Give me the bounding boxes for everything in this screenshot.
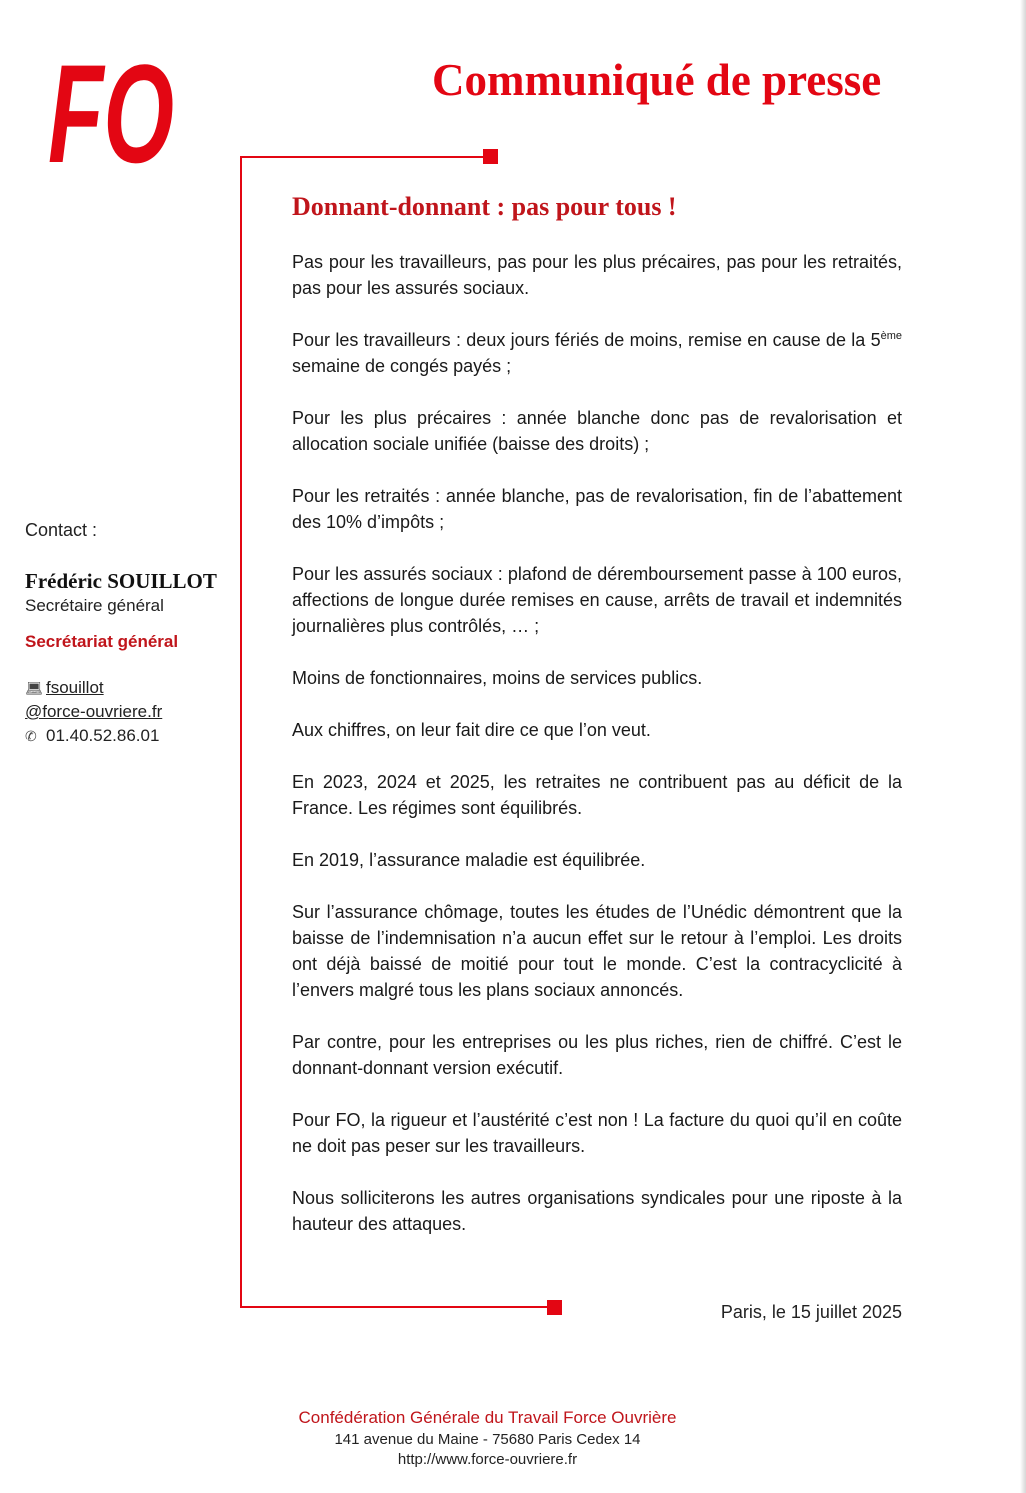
frame-bottom-line <box>240 1306 550 1308</box>
paragraph-2-end: semaine de congés payés ; <box>292 356 512 376</box>
paragraph-9: En 2019, l’assurance maladie est équilibrée. <box>292 850 646 870</box>
footer-organization: Confédération Générale du Travail Force Ouvrière <box>298 1408 677 1427</box>
frame-bottom-square <box>547 1300 562 1315</box>
paragraph-10: Sur l’assurance chômage, toutes les études de l’Unédic démontrent que la baisse de l’indemnisation n’a aucun effet sur le retour à l’emploi. Les droits ont déjà baissé de moitié pour tout le monde. C’est la contracyclicité à l’envers malgré tous les plans sociaux annoncés. <box>292 902 902 1000</box>
paragraph-3: Pour les plus précaires : année blanche donc pas de revalorisation et allocation sociale unifiée (baisse des droits) ; <box>292 408 902 454</box>
paragraph-2-start: Pour les travailleurs : deux jours fériés de moins, remise en cause de la 5 <box>292 330 881 350</box>
footer-address: 141 avenue du Maine - 75680 Paris Cedex 14 <box>334 1431 641 1448</box>
contact-label: Contact : <box>25 520 98 540</box>
contact-sidebar <box>25 520 235 748</box>
paragraph-8: En 2023, 2024 et 2025, les retraites ne contribuent pas au déficit de la France. Les régimes sont équilibrés. <box>292 772 902 818</box>
fo-logo <box>48 35 178 192</box>
phone-number: 01.40.52.86.01 <box>46 726 160 745</box>
email-user-link[interactable]: fsouillot <box>46 678 104 697</box>
paragraph-2 <box>292 327 902 379</box>
contact-role: Secrétaire général <box>25 596 164 615</box>
paragraph-4: Pour les retraités : année blanche, pas de revalorisation, fin de l’abattement des 10% d’impôts ; <box>292 486 902 532</box>
logo-text: FO <box>48 35 174 192</box>
release-date: Paris, le 15 juillet 2025 <box>720 1302 902 1322</box>
article-headline: Donnant-donnant : pas pour tous ! <box>292 192 677 221</box>
phone-line <box>25 724 235 748</box>
press-release-title: Communiqué de presse <box>432 55 882 105</box>
paragraph-1: Pas pour les travailleurs, pas pour les plus précaires, pas pour les retraités, pas pour les assurés sociaux. <box>292 252 902 298</box>
article-body <box>292 249 902 1263</box>
paragraph-6: Moins de fonctionnaires, moins de services publics. <box>292 668 703 688</box>
frame-vertical-line <box>240 156 242 1307</box>
paragraph-12: Pour FO, la rigueur et l’austérité c’est non ! La facture du quoi qu’il en coûte ne doit pas peser sur les travailleurs. <box>292 1110 902 1156</box>
telephone-icon: ✆ <box>25 728 37 744</box>
email-domain-link[interactable]: @force-ouvriere.fr <box>25 702 163 721</box>
paragraph-5: Pour les assurés sociaux : plafond de déremboursement passe à 100 euros, affections de longue durée remises en cause, arrêts de travail et indemnités journalières plus contrôlés, … ; <box>292 564 902 636</box>
frame-top-line <box>240 156 490 158</box>
footer <box>200 1408 775 1468</box>
contact-details <box>25 676 235 748</box>
page-edge-shadow <box>1020 0 1026 1493</box>
contact-name: Frédéric SOUILLOT <box>25 569 217 593</box>
paragraph-13: Nous solliciterons les autres organisations syndicales pour une riposte à la hauteur des attaques. <box>292 1188 902 1234</box>
paragraph-7: Aux chiffres, on leur fait dire ce que l’on veut. <box>292 720 651 740</box>
frame-top-square <box>483 149 498 164</box>
paragraph-11: Par contre, pour les entreprises ou les plus riches, rien de chiffré. C’est le donnant-donnant version exécutif. <box>292 1032 902 1078</box>
paragraph-2-sup: ème <box>880 330 902 342</box>
secretariat-label: Secrétariat général <box>25 632 179 651</box>
footer-website-link[interactable]: http://www.force-ouvriere.fr <box>397 1451 578 1468</box>
email-domain-line <box>25 700 235 724</box>
email-line <box>25 676 235 700</box>
computer-icon: 💻︎ <box>25 680 43 696</box>
